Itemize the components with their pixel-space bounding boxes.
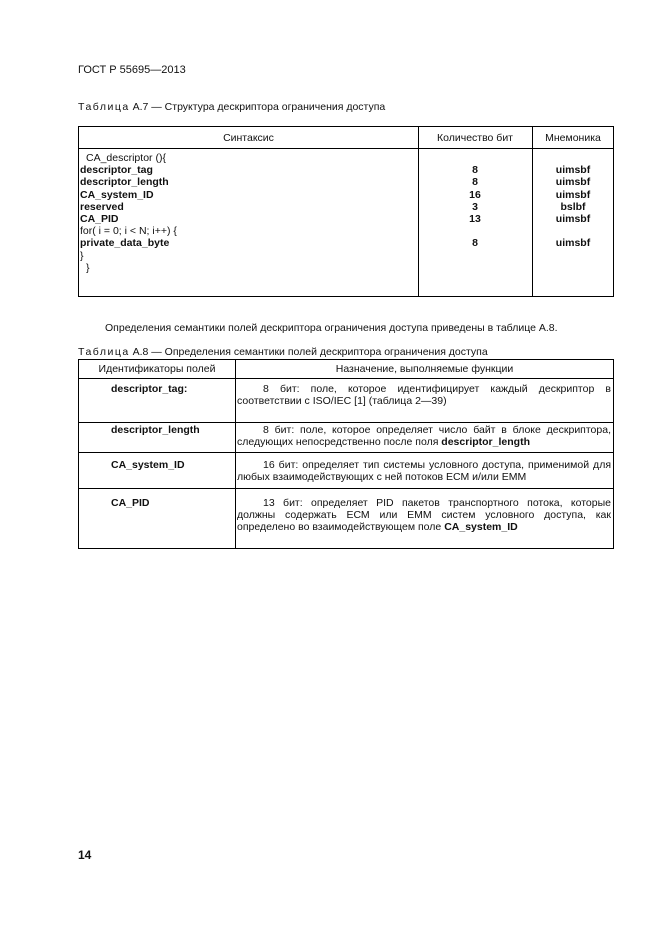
table-a7 <box>78 126 614 297</box>
field-description-bold: descriptor_length <box>441 436 530 449</box>
bits-value: 8 <box>472 176 478 189</box>
field-description <box>237 383 611 407</box>
table-a8-row-rule <box>79 488 613 489</box>
page-number: 14 <box>78 848 92 862</box>
syntax-line: CA_PID <box>80 213 119 226</box>
field-description-text: 8 бит: поле, которое идентифицирует каждый дескриптор в соответствии с ISO/IEC [1] (таблица 2—39) <box>237 383 611 408</box>
table-a7-col-mnemonic: Мнемоника <box>545 132 601 144</box>
field-description-text: 13 бит: определяет PID пакетов транспортного потока, которые должны содержать ЕСМ или ЕММ систем условного доступа, как определено во взаимодействующем поле <box>237 497 611 534</box>
table-a8-caption-text: А.8 — Определения семантики полей дескриптора ограничения доступа <box>129 346 488 358</box>
table-a8 <box>78 359 614 549</box>
table-a8-header-rule <box>79 378 613 379</box>
definitions-paragraph: Определения семантики полей дескриптора ограничения доступа приведены в таблице А.8. <box>105 322 558 334</box>
mnemonic-value: uimsbf <box>555 164 591 177</box>
bits-value <box>418 152 532 164</box>
syntax-line: private_data_byte <box>80 237 170 250</box>
table-a7-caption-text: А.7 — Структура дескриптора ограничения доступа <box>129 101 386 113</box>
syntax-line: } <box>80 249 84 262</box>
table-a7-bits-column <box>418 152 532 250</box>
bits-value <box>418 225 532 237</box>
table-a8-col-ids: Идентификаторы полей <box>98 363 216 375</box>
mnemonic-value: uimsbf <box>555 176 591 189</box>
table-a8-divider <box>235 360 236 548</box>
field-id: descriptor_tag: <box>111 383 188 395</box>
field-id: descriptor_length <box>111 424 200 436</box>
syntax-line: CA_system_ID <box>80 188 154 201</box>
bits-value: 8 <box>472 237 478 250</box>
bits-value: 16 <box>469 188 481 201</box>
bits-value: 3 <box>472 200 478 213</box>
field-description <box>237 424 611 448</box>
table-a8-col-purpose: Назначение, выполняемые функции <box>335 363 514 375</box>
table-a7-syntax-column <box>80 152 410 274</box>
syntax-line: descriptor_length <box>80 176 169 189</box>
field-id: CA_system_ID <box>111 459 185 471</box>
table-a7-col-syntax: Синтаксис <box>223 132 274 144</box>
field-id: CA_PID <box>111 497 150 509</box>
field-description <box>237 459 611 483</box>
mnemonic-value: uimsbf <box>555 237 591 250</box>
mnemonic-value <box>532 152 614 164</box>
syntax-line: for( i = 0; i < N; i++) { <box>80 225 177 238</box>
mnemonic-value: uimsbf <box>555 213 591 226</box>
table-a8-caption <box>78 346 488 358</box>
table-a7-mnemonic-column <box>532 152 614 250</box>
mnemonic-value: uimsbf <box>555 188 591 201</box>
field-description-bold: CA_system_ID <box>444 521 518 534</box>
field-description-text: 16 бит: определяет тип системы условного доступа, применимой для любых взаимодействующих с ней потоков ЕСМ и/или ЕММ <box>237 459 611 484</box>
syntax-line: CA_descriptor (){ <box>86 152 166 164</box>
mnemonic-value: bslbf <box>560 200 586 213</box>
bits-value: 8 <box>472 164 478 177</box>
table-a7-header-rule <box>79 148 613 149</box>
table-a7-caption <box>78 101 385 113</box>
table-a7-col-bits: Количество бит <box>437 132 513 144</box>
field-description-text: 8 бит: поле, которое определяет число байт в блоке дескриптора, следующих непосредственно после поля <box>237 424 611 449</box>
table-a8-caption-label: Таблица <box>78 346 130 358</box>
mnemonic-value <box>532 225 614 237</box>
syntax-line: descriptor_tag <box>80 164 153 177</box>
field-description <box>237 497 611 534</box>
table-a8-row-rule <box>79 452 613 453</box>
syntax-line: reserved <box>80 200 124 213</box>
document-header: ГОСТ Р 55695—2013 <box>78 64 186 76</box>
table-a8-row-rule <box>79 422 613 423</box>
bits-value: 13 <box>469 213 481 226</box>
table-a7-caption-label: Таблица <box>78 101 130 113</box>
syntax-line: } <box>86 261 90 274</box>
